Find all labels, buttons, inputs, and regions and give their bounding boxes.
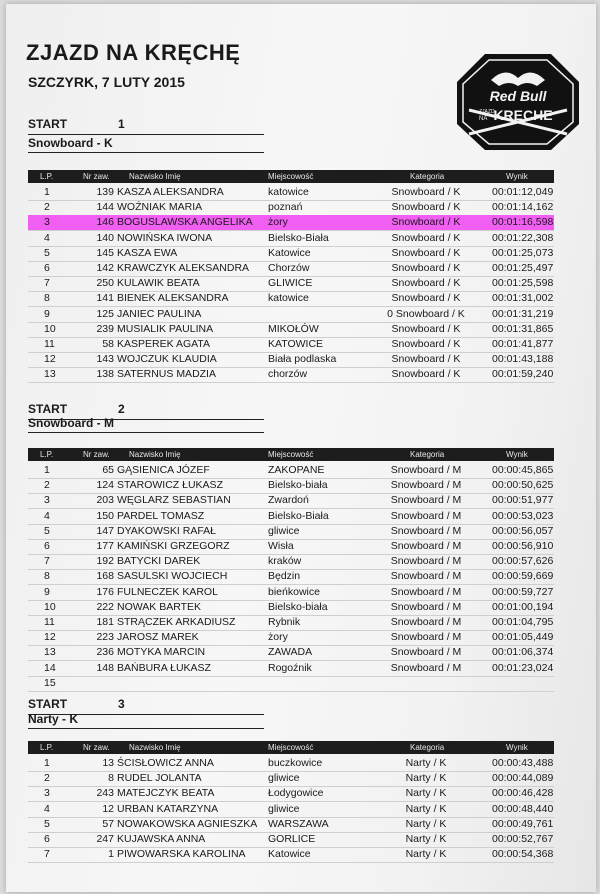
cell-city: Bielsko-Biała bbox=[268, 509, 329, 522]
cell-category: Snowboard / M bbox=[390, 479, 462, 492]
cell-city: Wisła bbox=[268, 540, 294, 552]
cell-city: gliwice bbox=[268, 802, 300, 815]
start-label: START bbox=[28, 117, 68, 131]
cell-name: PARDEL TOMASZ bbox=[117, 509, 205, 522]
cell-bib-number: 145 bbox=[96, 246, 114, 259]
logo-kreche-text: KRECHE bbox=[493, 107, 553, 123]
cell-lp: 4 bbox=[44, 231, 50, 244]
cell-category: Narty / K bbox=[405, 757, 447, 769]
table-row bbox=[28, 645, 554, 661]
cell-bib-number: 65 bbox=[102, 464, 114, 476]
cell-bib-number: 236 bbox=[96, 646, 114, 659]
cell-bib-number: 144 bbox=[96, 201, 114, 214]
cell-lp: 7 bbox=[44, 848, 50, 861]
cell-city: Będzin bbox=[268, 570, 301, 583]
cell-name: KUJAWSKA ANNA bbox=[117, 833, 206, 845]
table-row-highlighted bbox=[28, 215, 554, 231]
cell-result: 00:00:50,625 bbox=[492, 479, 554, 492]
cell-city: KATOWICE bbox=[268, 338, 324, 350]
cell-category: Snowboard / M bbox=[390, 570, 462, 583]
cell-result: 00:00:45,865 bbox=[492, 464, 554, 476]
cell-bib-number: 12 bbox=[102, 802, 114, 815]
cell-category: Narty / K bbox=[405, 802, 447, 815]
table-row bbox=[28, 771, 554, 787]
cell-bib-number: 176 bbox=[96, 585, 114, 598]
cell-category: Snowboard / M bbox=[390, 524, 462, 537]
header-nr: Nr zaw. bbox=[83, 743, 110, 752]
table-row bbox=[28, 337, 554, 353]
table-row bbox=[28, 756, 554, 772]
header-name: Nazwisko Imię bbox=[129, 743, 181, 752]
cell-lp: 9 bbox=[44, 307, 50, 320]
table-row bbox=[28, 367, 554, 383]
cell-lp: 1 bbox=[44, 757, 50, 769]
cell-name: KASPEREK AGATA bbox=[117, 338, 210, 350]
cell-result: 00:00:46,428 bbox=[492, 787, 554, 800]
start-label: START bbox=[28, 402, 68, 416]
cell-category: Snowboard / M bbox=[390, 509, 462, 522]
cell-city: MIKOŁÓW bbox=[268, 322, 319, 335]
start-number: 1 bbox=[118, 117, 125, 131]
table-row bbox=[28, 276, 554, 292]
cell-city: Bielsko-Biała bbox=[268, 231, 329, 244]
cell-lp: 6 bbox=[44, 540, 50, 552]
cell-bib-number: 168 bbox=[96, 570, 114, 583]
table-row bbox=[28, 832, 554, 848]
cell-name: BOGUSLAWSKA ANGELIKA bbox=[117, 216, 253, 229]
cell-name: KULAWIK BEATA bbox=[117, 277, 200, 290]
cell-name: STAROWICZ ŁUKASZ bbox=[117, 479, 223, 492]
logo-zjazd-text: ZJAZD bbox=[479, 109, 495, 115]
table-row bbox=[28, 661, 554, 677]
cell-city: Łodygowice bbox=[268, 787, 324, 800]
cell-category: 0 Snowboard / K bbox=[387, 307, 465, 320]
cell-name: STRĄCZEK ARKADIUSZ bbox=[117, 616, 236, 628]
cell-name: WOŹNIAK MARIA bbox=[117, 201, 203, 214]
cell-lp: 12 bbox=[44, 631, 56, 644]
cell-name: KASZA ALEKSANDRA bbox=[117, 186, 224, 198]
table-row bbox=[28, 524, 554, 540]
cell-lp: 3 bbox=[44, 787, 50, 800]
header-lp: L.P. bbox=[40, 172, 54, 181]
cell-bib-number: 146 bbox=[96, 216, 114, 229]
table-header bbox=[28, 741, 554, 754]
cell-lp: 13 bbox=[44, 646, 56, 659]
cell-name: JANIEC PAULINA bbox=[117, 307, 202, 320]
red-bull-zjazd-na-kreche-logo bbox=[455, 52, 581, 152]
cell-city: ZAWADA bbox=[268, 646, 313, 659]
cell-name: KAMIŃSKI GRZEGORZ bbox=[117, 540, 230, 552]
cell-result: 00:00:56,057 bbox=[492, 524, 554, 537]
header-city: Miejscowość bbox=[268, 450, 314, 459]
header-result: Wynik bbox=[506, 743, 528, 752]
table-row bbox=[28, 246, 554, 262]
table-row bbox=[28, 261, 554, 277]
cell-lp: 12 bbox=[44, 353, 56, 366]
table-row bbox=[28, 291, 554, 307]
cell-name: NOWIŃSKA IWONA bbox=[117, 231, 213, 244]
table-row bbox=[28, 676, 554, 692]
cell-lp: 11 bbox=[44, 616, 55, 628]
header-category: Kategoria bbox=[410, 743, 445, 752]
cell-result: 00:01:41,877 bbox=[492, 338, 554, 350]
table-header bbox=[28, 448, 554, 461]
cell-category: Snowboard / K bbox=[391, 292, 461, 305]
cell-result: 00:01:31,002 bbox=[492, 292, 554, 305]
cell-name: URBAN KATARZYNA bbox=[117, 802, 219, 815]
cell-name: SATERNUS MADZIA bbox=[117, 368, 216, 381]
cell-name: PIWOWARSKA KAROLINA bbox=[117, 848, 246, 861]
cell-category: Snowboard / K bbox=[391, 201, 461, 214]
cell-lp: 8 bbox=[44, 292, 50, 305]
cell-city: bieńkowice bbox=[268, 585, 320, 598]
table-row bbox=[28, 817, 554, 833]
cell-name: NOWAK BARTEK bbox=[117, 600, 202, 613]
cell-city: Katowice bbox=[268, 848, 311, 861]
cell-lp: 5 bbox=[44, 817, 50, 830]
header-nr: Nr zaw. bbox=[83, 172, 110, 181]
cell-bib-number: 192 bbox=[96, 555, 114, 568]
cell-result: 00:01:23,024 bbox=[492, 661, 554, 674]
table-row bbox=[28, 600, 554, 616]
cell-bib-number: 223 bbox=[96, 631, 114, 644]
cell-result: 00:00:53,023 bbox=[492, 509, 554, 522]
header-result: Wynik bbox=[506, 172, 528, 181]
cell-city: żory bbox=[268, 216, 288, 229]
cell-name: MOTYKA MARCIN bbox=[117, 646, 206, 659]
cell-category: Snowboard / K bbox=[391, 246, 461, 259]
cell-bib-number: 13 bbox=[102, 757, 114, 769]
header-category: Kategoria bbox=[410, 450, 445, 459]
cell-city: Rybnik bbox=[268, 616, 301, 628]
table-row bbox=[28, 200, 554, 216]
cell-city: WARSZAWA bbox=[268, 817, 329, 830]
cell-lp: 6 bbox=[44, 833, 50, 845]
cell-result: 00:00:59,669 bbox=[492, 570, 554, 583]
logo-na-text: NA bbox=[479, 116, 488, 122]
cell-bib-number: 148 bbox=[96, 661, 114, 674]
cell-lp: 3 bbox=[44, 216, 50, 229]
cell-category: Snowboard / K bbox=[391, 186, 461, 198]
cell-lp: 10 bbox=[44, 600, 56, 613]
cell-result: 00:01:22,308 bbox=[492, 231, 554, 244]
cell-city: gliwice bbox=[268, 772, 300, 785]
table-row bbox=[28, 185, 554, 201]
cell-name: SASULSKI WOJCIECH bbox=[117, 570, 228, 583]
table-row bbox=[28, 463, 554, 479]
cell-lp: 5 bbox=[44, 524, 50, 537]
cell-lp: 1 bbox=[44, 464, 50, 476]
cell-category: Snowboard / M bbox=[390, 631, 462, 644]
cell-category: Snowboard / K bbox=[391, 368, 461, 381]
cell-city: gliwice bbox=[268, 524, 300, 537]
cell-result: 00:00:52,767 bbox=[492, 833, 554, 845]
cell-city: katowice bbox=[268, 186, 309, 198]
cell-result: 00:01:31,219 bbox=[492, 307, 554, 320]
logo-brand-text: Red Bull bbox=[489, 88, 547, 104]
cell-name: JAROSZ MAREK bbox=[117, 631, 199, 644]
cell-name: NOWAKOWSKA AGNIESZKA bbox=[117, 817, 258, 830]
table-row bbox=[28, 615, 554, 631]
table-row bbox=[28, 630, 554, 646]
cell-lp: 2 bbox=[44, 479, 50, 492]
cell-name: BATYCKI DAREK bbox=[117, 555, 201, 568]
table-row bbox=[28, 493, 554, 509]
cell-lp: 2 bbox=[44, 201, 50, 214]
table-row bbox=[28, 478, 554, 494]
cell-category: Snowboard / K bbox=[391, 353, 461, 366]
cell-result: 00:00:59,727 bbox=[492, 585, 554, 598]
cell-name: KASZA EWA bbox=[117, 246, 178, 259]
cell-city: buczkowice bbox=[268, 757, 323, 769]
cell-city: poznań bbox=[268, 201, 303, 214]
start-label: START bbox=[28, 697, 68, 711]
cell-bib-number: 8 bbox=[108, 772, 114, 785]
cell-bib-number: 181 bbox=[96, 616, 114, 628]
cell-result: 00:01:12,049 bbox=[492, 186, 554, 198]
table-header bbox=[28, 170, 554, 183]
cell-lp: 4 bbox=[44, 509, 50, 522]
cell-name: RUDEL JOLANTA bbox=[117, 772, 202, 785]
cell-category: Snowboard / K bbox=[391, 262, 461, 274]
cell-bib-number: 150 bbox=[96, 509, 114, 522]
category-label: Snowboard - K bbox=[28, 136, 264, 153]
cell-city: GORLICE bbox=[268, 833, 316, 845]
cell-result: 00:00:57,626 bbox=[492, 555, 554, 568]
cell-city: Biała podlaska bbox=[268, 353, 337, 366]
cell-bib-number: 147 bbox=[96, 524, 114, 537]
cell-city: chorzów bbox=[268, 368, 308, 381]
cell-bib-number: 143 bbox=[96, 353, 114, 366]
cell-bib-number: 58 bbox=[102, 338, 114, 350]
cell-lp: 9 bbox=[44, 585, 50, 598]
cell-city: żory bbox=[268, 631, 288, 644]
header-category: Kategoria bbox=[410, 172, 445, 181]
cell-bib-number: 222 bbox=[96, 600, 114, 613]
cell-result: 00:01:31,865 bbox=[492, 322, 554, 335]
table-row bbox=[28, 802, 554, 818]
cell-bib-number: 243 bbox=[96, 787, 114, 800]
cell-lp: 13 bbox=[44, 368, 56, 381]
cell-name: MUSIALIK PAULINA bbox=[117, 322, 214, 335]
table-row bbox=[28, 554, 554, 570]
start-number: 2 bbox=[118, 402, 125, 416]
cell-bib-number: 139 bbox=[96, 186, 114, 198]
cell-lp: 6 bbox=[44, 262, 50, 274]
cell-name: ŚCISŁOWICZ ANNA bbox=[117, 757, 214, 769]
cell-name: BAŃBURA ŁUKASZ bbox=[117, 661, 211, 674]
event-place-date: SZCZYRK, 7 LUTY 2015 bbox=[28, 74, 185, 90]
table-row bbox=[28, 509, 554, 525]
header-lp: L.P. bbox=[40, 450, 54, 459]
cell-category: Snowboard / K bbox=[391, 338, 461, 350]
cell-lp: 10 bbox=[44, 322, 56, 335]
cell-city: Zwardoń bbox=[268, 494, 309, 507]
cell-category: Snowboard / K bbox=[391, 322, 461, 335]
cell-name: MATEJCZYK BEATA bbox=[117, 787, 215, 800]
cell-lp: 15 bbox=[44, 676, 56, 689]
cell-result: 00:01:25,073 bbox=[492, 246, 554, 259]
cell-bib-number: 57 bbox=[102, 817, 114, 830]
cell-city: katowice bbox=[268, 292, 309, 305]
cell-lp: 14 bbox=[44, 661, 56, 674]
cell-category: Narty / K bbox=[405, 817, 447, 830]
cell-name: GĄSIENICA JÓZEF bbox=[117, 464, 210, 476]
cell-category: Snowboard / M bbox=[390, 600, 462, 613]
cell-lp: 3 bbox=[44, 494, 50, 507]
cell-result: 00:00:51,977 bbox=[492, 494, 554, 507]
header-nr: Nr zaw. bbox=[83, 450, 110, 459]
cell-bib-number: 1 bbox=[108, 848, 114, 861]
cell-category: Snowboard / M bbox=[390, 585, 462, 598]
cell-result: 00:00:54,368 bbox=[492, 848, 554, 861]
cell-result: 00:01:00,194 bbox=[492, 600, 554, 613]
cell-lp: 2 bbox=[44, 772, 50, 785]
cell-bib-number: 247 bbox=[96, 833, 114, 845]
cell-result: 00:01:16,598 bbox=[492, 216, 554, 229]
start-number: 3 bbox=[118, 697, 125, 711]
cell-bib-number: 140 bbox=[96, 231, 114, 244]
cell-name: WĘGLARZ SEBASTIAN bbox=[117, 494, 231, 507]
cell-bib-number: 141 bbox=[96, 292, 114, 305]
cell-bib-number: 250 bbox=[96, 277, 114, 290]
cell-lp: 5 bbox=[44, 246, 50, 259]
cell-result: 00:00:49,761 bbox=[492, 817, 554, 830]
cell-city: kraków bbox=[268, 555, 302, 568]
cell-name: DYAKOWSKI RAFAŁ bbox=[117, 524, 216, 537]
cell-bib-number: 124 bbox=[96, 479, 114, 492]
cell-result: 00:00:44,089 bbox=[492, 772, 554, 785]
cell-city: Bielsko-biała bbox=[268, 479, 328, 492]
cell-bib-number: 138 bbox=[96, 368, 114, 381]
cell-bib-number: 239 bbox=[96, 322, 114, 335]
cell-category: Snowboard / M bbox=[390, 616, 462, 628]
cell-city: Chorzów bbox=[268, 262, 310, 274]
table-row bbox=[28, 231, 554, 247]
table-row bbox=[28, 786, 554, 802]
cell-result: 00:01:59,240 bbox=[492, 368, 554, 381]
start-heading bbox=[28, 116, 264, 135]
cell-lp: 8 bbox=[44, 570, 50, 583]
cell-result: 00:01:25,598 bbox=[492, 277, 554, 290]
table-row bbox=[28, 847, 554, 863]
table-row bbox=[28, 352, 554, 368]
page-title: ZJAZD NA KRĘCHĘ bbox=[26, 40, 241, 65]
header-city: Miejscowość bbox=[268, 743, 314, 752]
cell-result: 00:01:06,374 bbox=[492, 646, 554, 659]
cell-result: 00:00:56,910 bbox=[492, 540, 554, 552]
cell-name: BIENEK ALEKSANDRA bbox=[117, 292, 229, 305]
table-row bbox=[28, 585, 554, 601]
cell-category: Narty / K bbox=[405, 787, 447, 800]
cell-name: KRAWCZYK ALEKSANDRA bbox=[117, 262, 250, 274]
cell-category: Narty / K bbox=[405, 833, 447, 845]
header-name: Nazwisko Imię bbox=[129, 450, 181, 459]
cell-result: 00:00:48,440 bbox=[492, 802, 554, 815]
cell-category: Snowboard / M bbox=[390, 464, 462, 476]
cell-city: ZAKOPANE bbox=[268, 464, 325, 476]
cell-result: 00:01:04,795 bbox=[492, 616, 554, 628]
category-label: Snowboard - M bbox=[28, 416, 264, 433]
cell-category: Snowboard / M bbox=[390, 494, 462, 507]
cell-result: 00:01:43,188 bbox=[492, 353, 554, 366]
header-result: Wynik bbox=[506, 450, 528, 459]
cell-name: FULNECZEK KAROL bbox=[117, 585, 218, 598]
cell-category: Narty / K bbox=[405, 772, 447, 785]
cell-category: Snowboard / M bbox=[390, 540, 462, 552]
cell-lp: 1 bbox=[44, 186, 50, 198]
cell-category: Snowboard / K bbox=[391, 216, 461, 229]
cell-result: 00:01:05,449 bbox=[492, 631, 554, 644]
header-lp: L.P. bbox=[40, 743, 54, 752]
table-row bbox=[28, 539, 554, 555]
cell-category: Snowboard / M bbox=[390, 646, 462, 659]
cell-category: Snowboard / K bbox=[391, 231, 461, 244]
category-label: Narty - K bbox=[28, 712, 264, 729]
table-row bbox=[28, 322, 554, 338]
cell-lp: 11 bbox=[44, 338, 55, 350]
cell-bib-number: 125 bbox=[96, 307, 114, 320]
cell-city: GLIWICE bbox=[268, 277, 313, 290]
cell-city: Rogoźnik bbox=[268, 661, 312, 674]
cell-category: Snowboard / M bbox=[390, 555, 462, 568]
table-row bbox=[28, 569, 554, 585]
cell-bib-number: 177 bbox=[96, 540, 114, 552]
table-row bbox=[28, 307, 554, 323]
cell-bib-number: 203 bbox=[96, 494, 114, 507]
cell-category: Snowboard / K bbox=[391, 277, 461, 290]
cell-result: 00:01:25,497 bbox=[492, 262, 554, 274]
cell-category: Snowboard / M bbox=[390, 661, 462, 674]
header-city: Miejscowość bbox=[268, 172, 314, 181]
cell-lp: 7 bbox=[44, 277, 50, 290]
cell-name: WOJCZUK KLAUDIA bbox=[117, 353, 217, 366]
cell-result: 00:00:43,488 bbox=[492, 757, 554, 769]
cell-lp: 7 bbox=[44, 555, 50, 568]
cell-category: Narty / K bbox=[405, 848, 447, 861]
cell-bib-number: 142 bbox=[96, 262, 114, 274]
cell-city: Katowice bbox=[268, 246, 311, 259]
cell-city: Bielsko-biała bbox=[268, 600, 328, 613]
cell-lp: 4 bbox=[44, 802, 50, 815]
header-name: Nazwisko Imię bbox=[129, 172, 181, 181]
cell-result: 00:01:14,162 bbox=[492, 201, 554, 214]
